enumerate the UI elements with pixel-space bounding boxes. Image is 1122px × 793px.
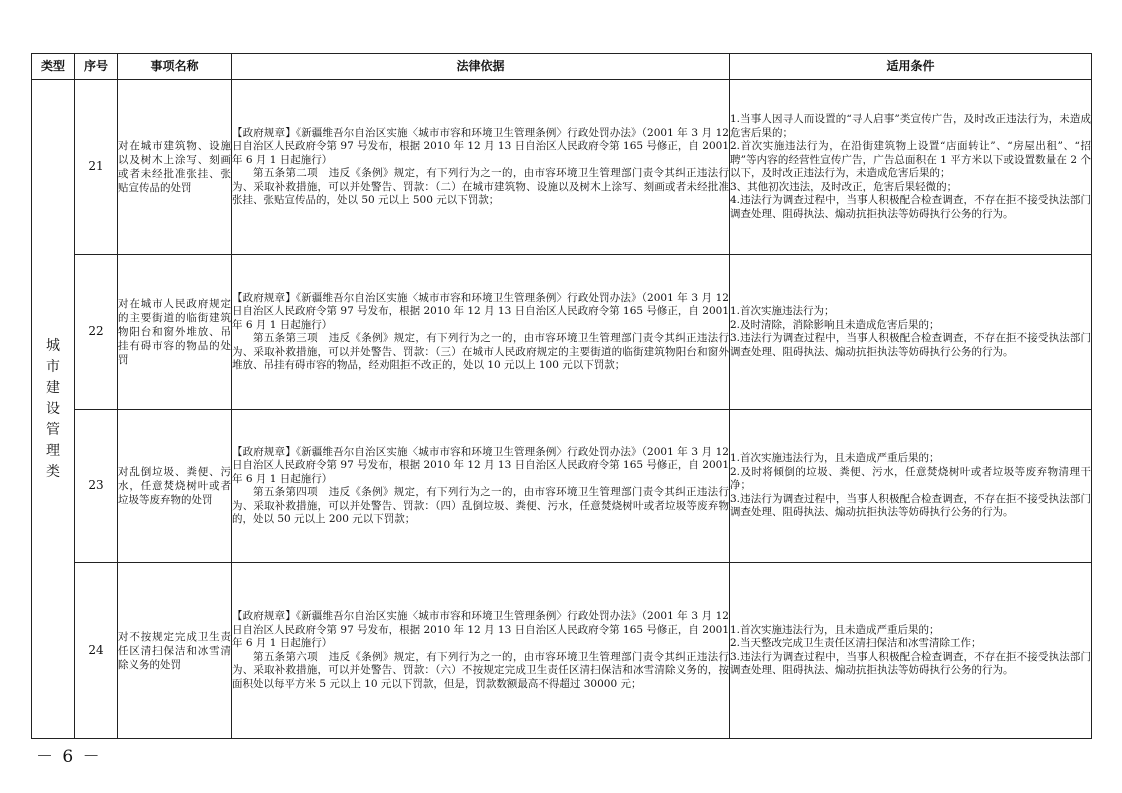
table-row <box>32 563 1092 739</box>
header-legal-basis: 法律依据 <box>232 54 730 80</box>
applicable-conditions <box>730 410 1092 563</box>
legal-basis <box>232 410 730 563</box>
item-name: 对不按规定完成卫生责任区清扫保洁和冰雪清除义务的处罚 <box>118 563 232 739</box>
table-row <box>32 255 1092 410</box>
header-number: 序号 <box>75 54 118 80</box>
table-header-row <box>32 54 1092 80</box>
applicable-conditions <box>730 80 1092 255</box>
condition-item: 1.当事人因寻人而设置的“寻人启事”类宣传广告，及时改正违法行为，未造成危害后果的； <box>730 113 1091 139</box>
condition-item: 1.首次实施违法行为； <box>730 305 835 317</box>
page-number: － 6 － <box>36 747 102 767</box>
row-number: 21 <box>75 80 118 255</box>
table-row <box>32 80 1092 255</box>
condition-item: 2.及时清除，消除影响且未造成危害后果的； <box>730 318 940 331</box>
header-item-name: 事项名称 <box>118 54 232 80</box>
basis-source: 【政府规章】《新疆维吾尔自治区实施〈城市市容和环境卫生管理条例〉行政处罚办法》（2001 年 3 月 12 日自治区人民政府令第 97 号发布，根据 2010 年 12 月 13 日自治区人民政府令第 165 号修正，自 2001 年 6 月 1 日起施行） <box>232 610 729 649</box>
item-name: 对在城市人民政府规定的主要街道的临街建筑物阳台和窗外堆放、吊挂有碍市容的物品的处罚 <box>118 255 232 410</box>
penalty-exemption-table <box>31 53 1092 739</box>
legal-basis <box>232 80 730 255</box>
item-name: 对在城市建筑物、设施以及树木上涂写、刻画或者未经批准张挂、张贴宣传品的处罚 <box>118 80 232 255</box>
row-number: 24 <box>75 563 118 739</box>
basis-article: 第五条第四项 违反《条例》规定，有下列行为之一的，由市容环境卫生管理部门责令其纠正违法行为、采取补救措施，可以并处警告、罚款：（四）乱倒垃圾、粪便、污水，任意焚烧树叶或者垃圾等废弃物的，处以 50 元以上 200 元以下罚款； <box>232 486 729 525</box>
category-cell <box>32 80 75 739</box>
legal-basis <box>232 563 730 739</box>
applicable-conditions <box>730 255 1092 410</box>
basis-source: 【政府规章】《新疆维吾尔自治区实施〈城市市容和环境卫生管理条例〉行政处罚办法》（2001 年 3 月 12 日自治区人民政府令第 97 号发布，根据 2010 年 12 月 13 日自治区人民政府令第 165 号修正，自 2001 年 6 月 1 日起施行） <box>232 126 729 166</box>
basis-source: 【政府规章】《新疆维吾尔自治区实施〈城市市容和环境卫生管理条例〉行政处罚办法》（2001 年 3 月 12 日自治区人民政府令第 97 号发布，根据 2010 年 12 月 13 日自治区人民政府令第 165 号修正，自 2001 年 6 月 1 日起施行） <box>232 445 729 485</box>
row-number: 22 <box>75 255 118 410</box>
basis-article: 第五条第六项 违反《条例》规定，有下列行为之一的，由市容环境卫生管理部门责令其纠正违法行为、采取补救措施，可以并处警告、罚款：（六）不按规定完成卫生责任区清扫保洁和冰雪清除义务的，按面积处以每平方米 5 元以上 10 元以下罚款，但是，罚款数额最高不得超过 30000 元； <box>232 650 729 690</box>
condition-item: 4.违法行为调查过程中，当事人积极配合检查调查，不存在拒不接受执法部门调查处理、阻碍执法、煽动抗拒执法等妨碍执行公务的行为。 <box>730 194 1091 220</box>
applicable-conditions <box>730 563 1092 739</box>
condition-item: 2.当天整改完成卫生责任区清扫保洁和冰雪清除工作； <box>730 637 982 649</box>
basis-article: 第五条第二项 违反《条例》规定，有下列行为之一的，由市容环境卫生管理部门责令其纠正违法行为、采取补救措施，可以并处警告、罚款：（二）在城市建筑物、设施以及树木上涂写、刻画或者未经批准张挂、张贴宣传品的，处以 50 元以上 500 元以下罚款； <box>232 167 729 206</box>
basis-article: 第五条第三项 违反《条例》规定，有下列行为之一的，由市容环境卫生管理部门责令其纠正违法行为、采取补救措施，可以并处警告、罚款：（三）在城市人民政府规定的主要街道的临街建筑物阳台和窗外堆放、吊挂有碍市容的物品，经劝阻拒不改正的，处以 10 元以上 100 元以下罚款； <box>232 332 729 371</box>
regulation-table-container <box>31 53 1091 739</box>
row-number: 23 <box>75 410 118 563</box>
condition-item: 1.首次实施违法行为，且未造成严重后果的； <box>730 452 940 465</box>
condition-item: 3.违法行为调查过程中，当事人积极配合检查调查，不存在拒不接受执法部门调查处理、阻碍执法、煽动抗拒执法等妨碍执行公务的行为。 <box>730 332 1091 358</box>
condition-item: 2.首次实施违法行为，在沿街建筑物上设置“店面转让”、“房屋出租”、“招聘”等内容的经营性宣传广告，广告总面积在 1 平方米以下或设置数量在 2 个以下，及时改正违法行为，未造成危害后果的； <box>730 140 1091 179</box>
condition-item: 1.首次实施违法行为，且未造成严重后果的； <box>730 623 940 636</box>
category-label: 城市建设管理类 <box>46 337 60 480</box>
table-row <box>32 410 1092 563</box>
condition-item: 3.违法行为调查过程中，当事人积极配合检查调查，不存在拒不接受执法部门调查处理、阻碍执法、煽动抗拒执法等妨碍执行公务的行为。 <box>730 492 1091 519</box>
condition-item: 2.及时将倾倒的垃圾、粪便、污水，任意焚烧树叶或者垃圾等废弃物清理干净； <box>730 465 1091 492</box>
basis-source: 【政府规章】《新疆维吾尔自治区实施〈城市市容和环境卫生管理条例〉行政处罚办法》（2001 年 3 月 12 日自治区人民政府令第 97 号发布，根据 2010 年 12 月 13 日自治区人民政府令第 165 号修正，自 2001 年 6 月 1 日起施行） <box>232 291 729 331</box>
header-conditions: 适用条件 <box>730 54 1092 80</box>
item-name: 对乱倒垃圾、粪便、污水，任意焚烧树叶或者垃圾等废弃物的处罚 <box>118 410 232 563</box>
legal-basis <box>232 255 730 410</box>
header-type: 类型 <box>32 54 75 80</box>
condition-item: 3、其他初次违法，及时改正，危害后果轻微的； <box>730 180 958 193</box>
condition-item: 3.违法行为调查过程中，当事人积极配合检查调查，不存在拒不接受执法部门调查处理、阻碍执法、煽动抗拒执法等妨碍执行公务的行为。 <box>730 650 1091 676</box>
